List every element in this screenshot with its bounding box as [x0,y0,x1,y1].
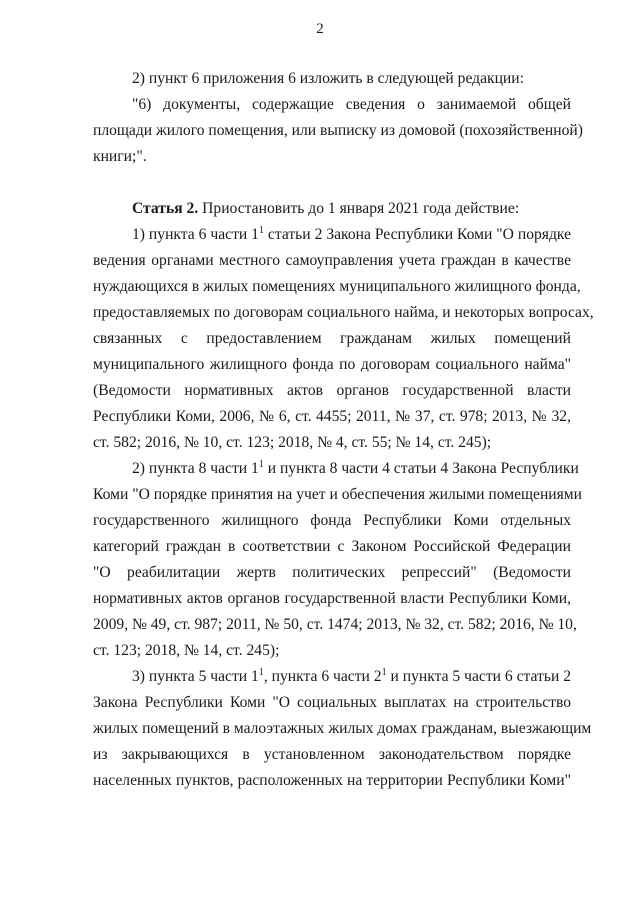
article2-intro: Приостановить до 1 января 2021 года действие: [202,200,520,217]
p1-line-2: ведения органами местного самоуправления учета граждан в качестве [93,252,571,269]
page-number: 2 [316,21,324,37]
p3-line-1b: , пункта 6 части 2 [263,668,382,685]
p1-line-6: муниципального жилищного фонда по договорам социального найма" [93,356,571,373]
p3-sup-2: 1 [381,667,387,678]
p2-line-8: ст. 123; 2018, № 14, ст. 245); [93,642,280,659]
article2-heading [132,199,519,219]
p3-line-1a: 3) пункта 5 части 1 [132,668,259,685]
p2-line-3: государственного жилищного фонда Республики Коми отдельных [93,512,571,529]
item2-line-1: 2) пункт 6 приложения 6 изложить в следующей редакции: [132,70,524,87]
p1-line-8: Республики Коми, 2006, № 6, ст. 4455; 2011, № 37, ст. 978; 2013, № 32, [93,408,571,425]
p2-line-1a: 2) пункта 8 части 1 [132,460,259,477]
p1-line-7: (Ведомости нормативных актов органов государственной власти [93,382,571,399]
p3-line-3: жилых помещений в малоэтажных жилых домах гражданам, выезжающим [93,720,592,737]
p2-line-2: Коми "О порядке принятия на учет и обеспечения жилыми помещениями [93,486,583,503]
p3-line-4: из закрывающихся в установленном законодательством порядке [93,746,571,763]
p3-line-5: населенных пунктов, расположенных на территории Республики Коми" [93,772,571,789]
article2-title: Статья 2. [132,200,199,217]
p2-line-7: 2009, № 49, ст. 987; 2011, № 50, ст. 1474; 2013, № 32, ст. 582; 2016, № 10, [93,616,577,633]
p2-line-6: нормативных актов органов государственной власти Республики Коми, [93,590,571,607]
p2-sup: 1 [258,459,264,470]
p2-line-5: "О реабилитации жертв политических репрессий" (Ведомости [93,564,571,581]
item2-line-3: площади жилого помещения, или выписку из домовой (похозяйственной) [93,122,583,139]
p1-line-4: предоставляемых по договорам социального найма, и некоторых вопросах, [93,304,594,321]
p1-line-1b: статьи 2 Закона Республики Коми "О порядке [263,226,571,243]
p2-line-1 [132,459,579,479]
p1-line-1a: 1) пункта 6 части 1 [132,226,259,243]
p3-line-1 [132,667,571,687]
p1-sup: 1 [258,225,264,236]
p1-line-5: связанных с предоставлением гражданам жилых помещений [93,330,571,347]
item2-line-2: "6) документы, содержащие сведения о занимаемой общей [132,96,571,113]
p1-line-1 [132,225,571,245]
item2-line-4: книги;". [93,148,147,165]
p3-line-1c: и пункта 5 части 6 статьи 2 [386,668,572,685]
p2-line-1b: и пункта 8 части 4 статьи 4 Закона Республики [263,460,579,477]
p2-line-4: категорий граждан в соответствии с Законом Российской Федерации [93,538,571,555]
p3-sup-1: 1 [258,667,264,678]
p3-line-2: Закона Республики Коми "О социальных выплатах на строительство [93,694,571,711]
p1-line-9: ст. 582; 2016, № 10, ст. 123; 2018, № 4, ст. 55; № 14, ст. 245); [93,434,492,451]
p1-line-3: нуждающихся в жилых помещениях муниципального жилищного фонда, [93,278,581,295]
